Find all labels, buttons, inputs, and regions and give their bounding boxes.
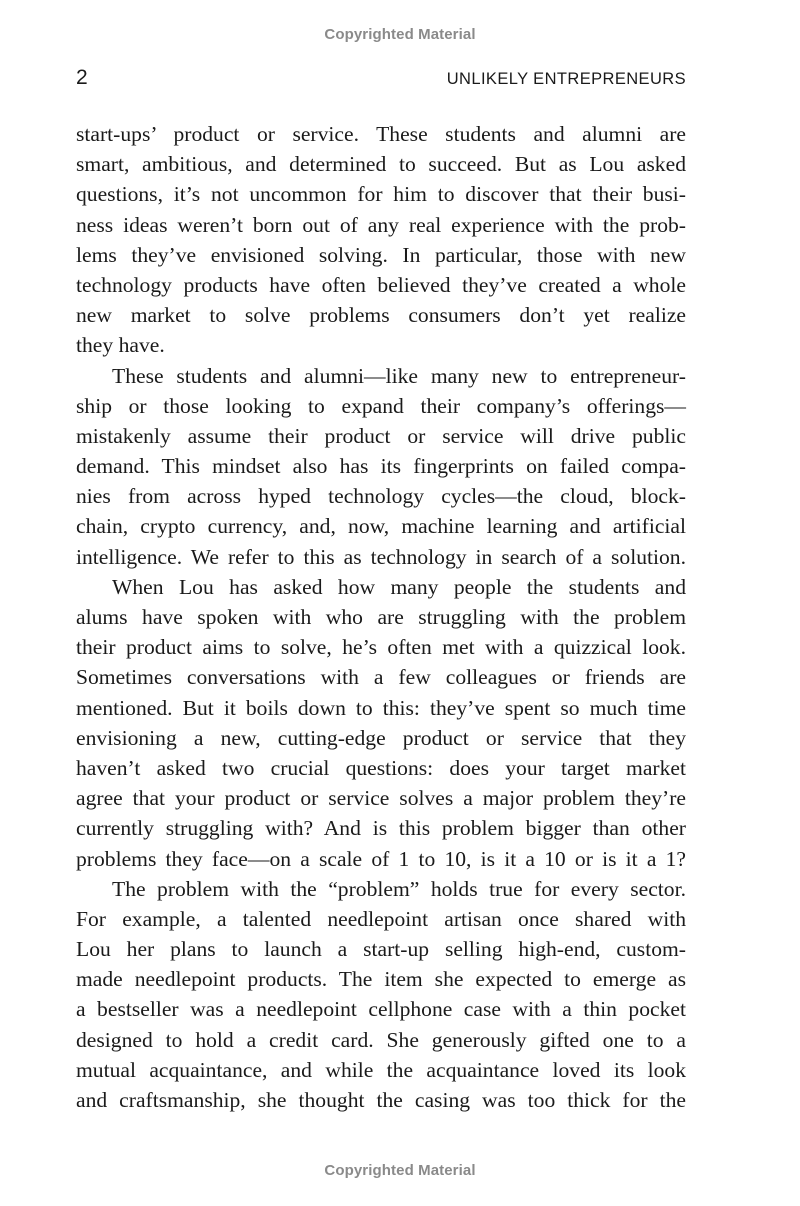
text-line: problems they face—on a scale of 1 to 10, is it a 10 or is it a 1? (76, 846, 686, 871)
text-line: Lou her plans to launch a start-up selling high-end, custom- (76, 937, 686, 962)
body-text (76, 119, 686, 1115)
text-line: The problem with the “problem” holds true for every sector. (112, 876, 686, 901)
text-line: technology products have often believed they’ve created a whole (76, 272, 686, 297)
text-line: start-ups’ product or service. These students and alumni are (76, 122, 686, 146)
copyright-watermark-top: Copyrighted Material (324, 26, 476, 43)
text-line: designed to hold a credit card. She generously gifted one to a (76, 1027, 686, 1052)
text-line: When Lou has asked how many people the students and (112, 574, 686, 599)
text-line: ship or those looking to expand their company’s offerings— (76, 393, 686, 418)
copyright-watermark-bottom: Copyrighted Material (324, 1162, 476, 1179)
text-line: nies from across hyped technology cycles—the cloud, block- (76, 484, 686, 509)
text-line: their product aims to solve, he’s often met with a quizzical look. (76, 635, 686, 660)
text-line: chain, crypto currency, and, now, machine learning and artificial (76, 514, 686, 539)
text-line: For example, a talented needlepoint artisan once shared with (76, 906, 686, 931)
page-number: 2 (76, 66, 88, 89)
text-line: new market to solve problems consumers don’t yet realize (76, 303, 686, 328)
text-line: smart, ambitious, and determined to succeed. But as Lou asked (76, 152, 686, 177)
text-line: envisioning a new, cutting-edge product or service that they (76, 725, 686, 750)
text-line: questions, it’s not uncommon for him to discover that their busi- (76, 182, 686, 207)
text-line: intelligence. We refer to this as technology in search of a solution. (76, 544, 686, 569)
text-line: a bestseller was a needlepoint cellphone case with a thin pocket (76, 997, 686, 1022)
text-line: These students and alumni—like many new to entrepreneur- (112, 363, 686, 388)
text-line: mistakenly assume their product or service will drive public (76, 423, 686, 448)
text-line: agree that your product or service solves a major problem they’re (76, 786, 686, 811)
text-line: currently struggling with? And is this problem bigger than other (76, 816, 686, 841)
text-line: mutual acquaintance, and while the acquaintance loved its look (76, 1057, 686, 1082)
text-line: haven’t asked two crucial questions: does your target market (76, 755, 686, 780)
text-line: made needlepoint products. The item she expected to emerge as (76, 967, 686, 992)
text-line: Sometimes conversations with a few colleagues or friends are (76, 665, 686, 690)
text-line: lems they’ve envisioned solving. In particular, those with new (76, 242, 686, 267)
running-head: UNLIKELY ENTREPRENEURS (446, 70, 686, 88)
text-line: alums have spoken with who are struggling with the problem (76, 605, 686, 629)
text-line: demand. This mindset also has its fingerprints on failed compa- (76, 454, 686, 479)
text-line: they have. (76, 333, 165, 358)
text-line: mentioned. But it boils down to this: they’ve spent so much time (76, 695, 686, 720)
text-line: ness ideas weren’t born out of any real experience with the prob- (76, 212, 686, 237)
text-line: and craftsmanship, she thought the casing was too thick for the (76, 1088, 686, 1112)
